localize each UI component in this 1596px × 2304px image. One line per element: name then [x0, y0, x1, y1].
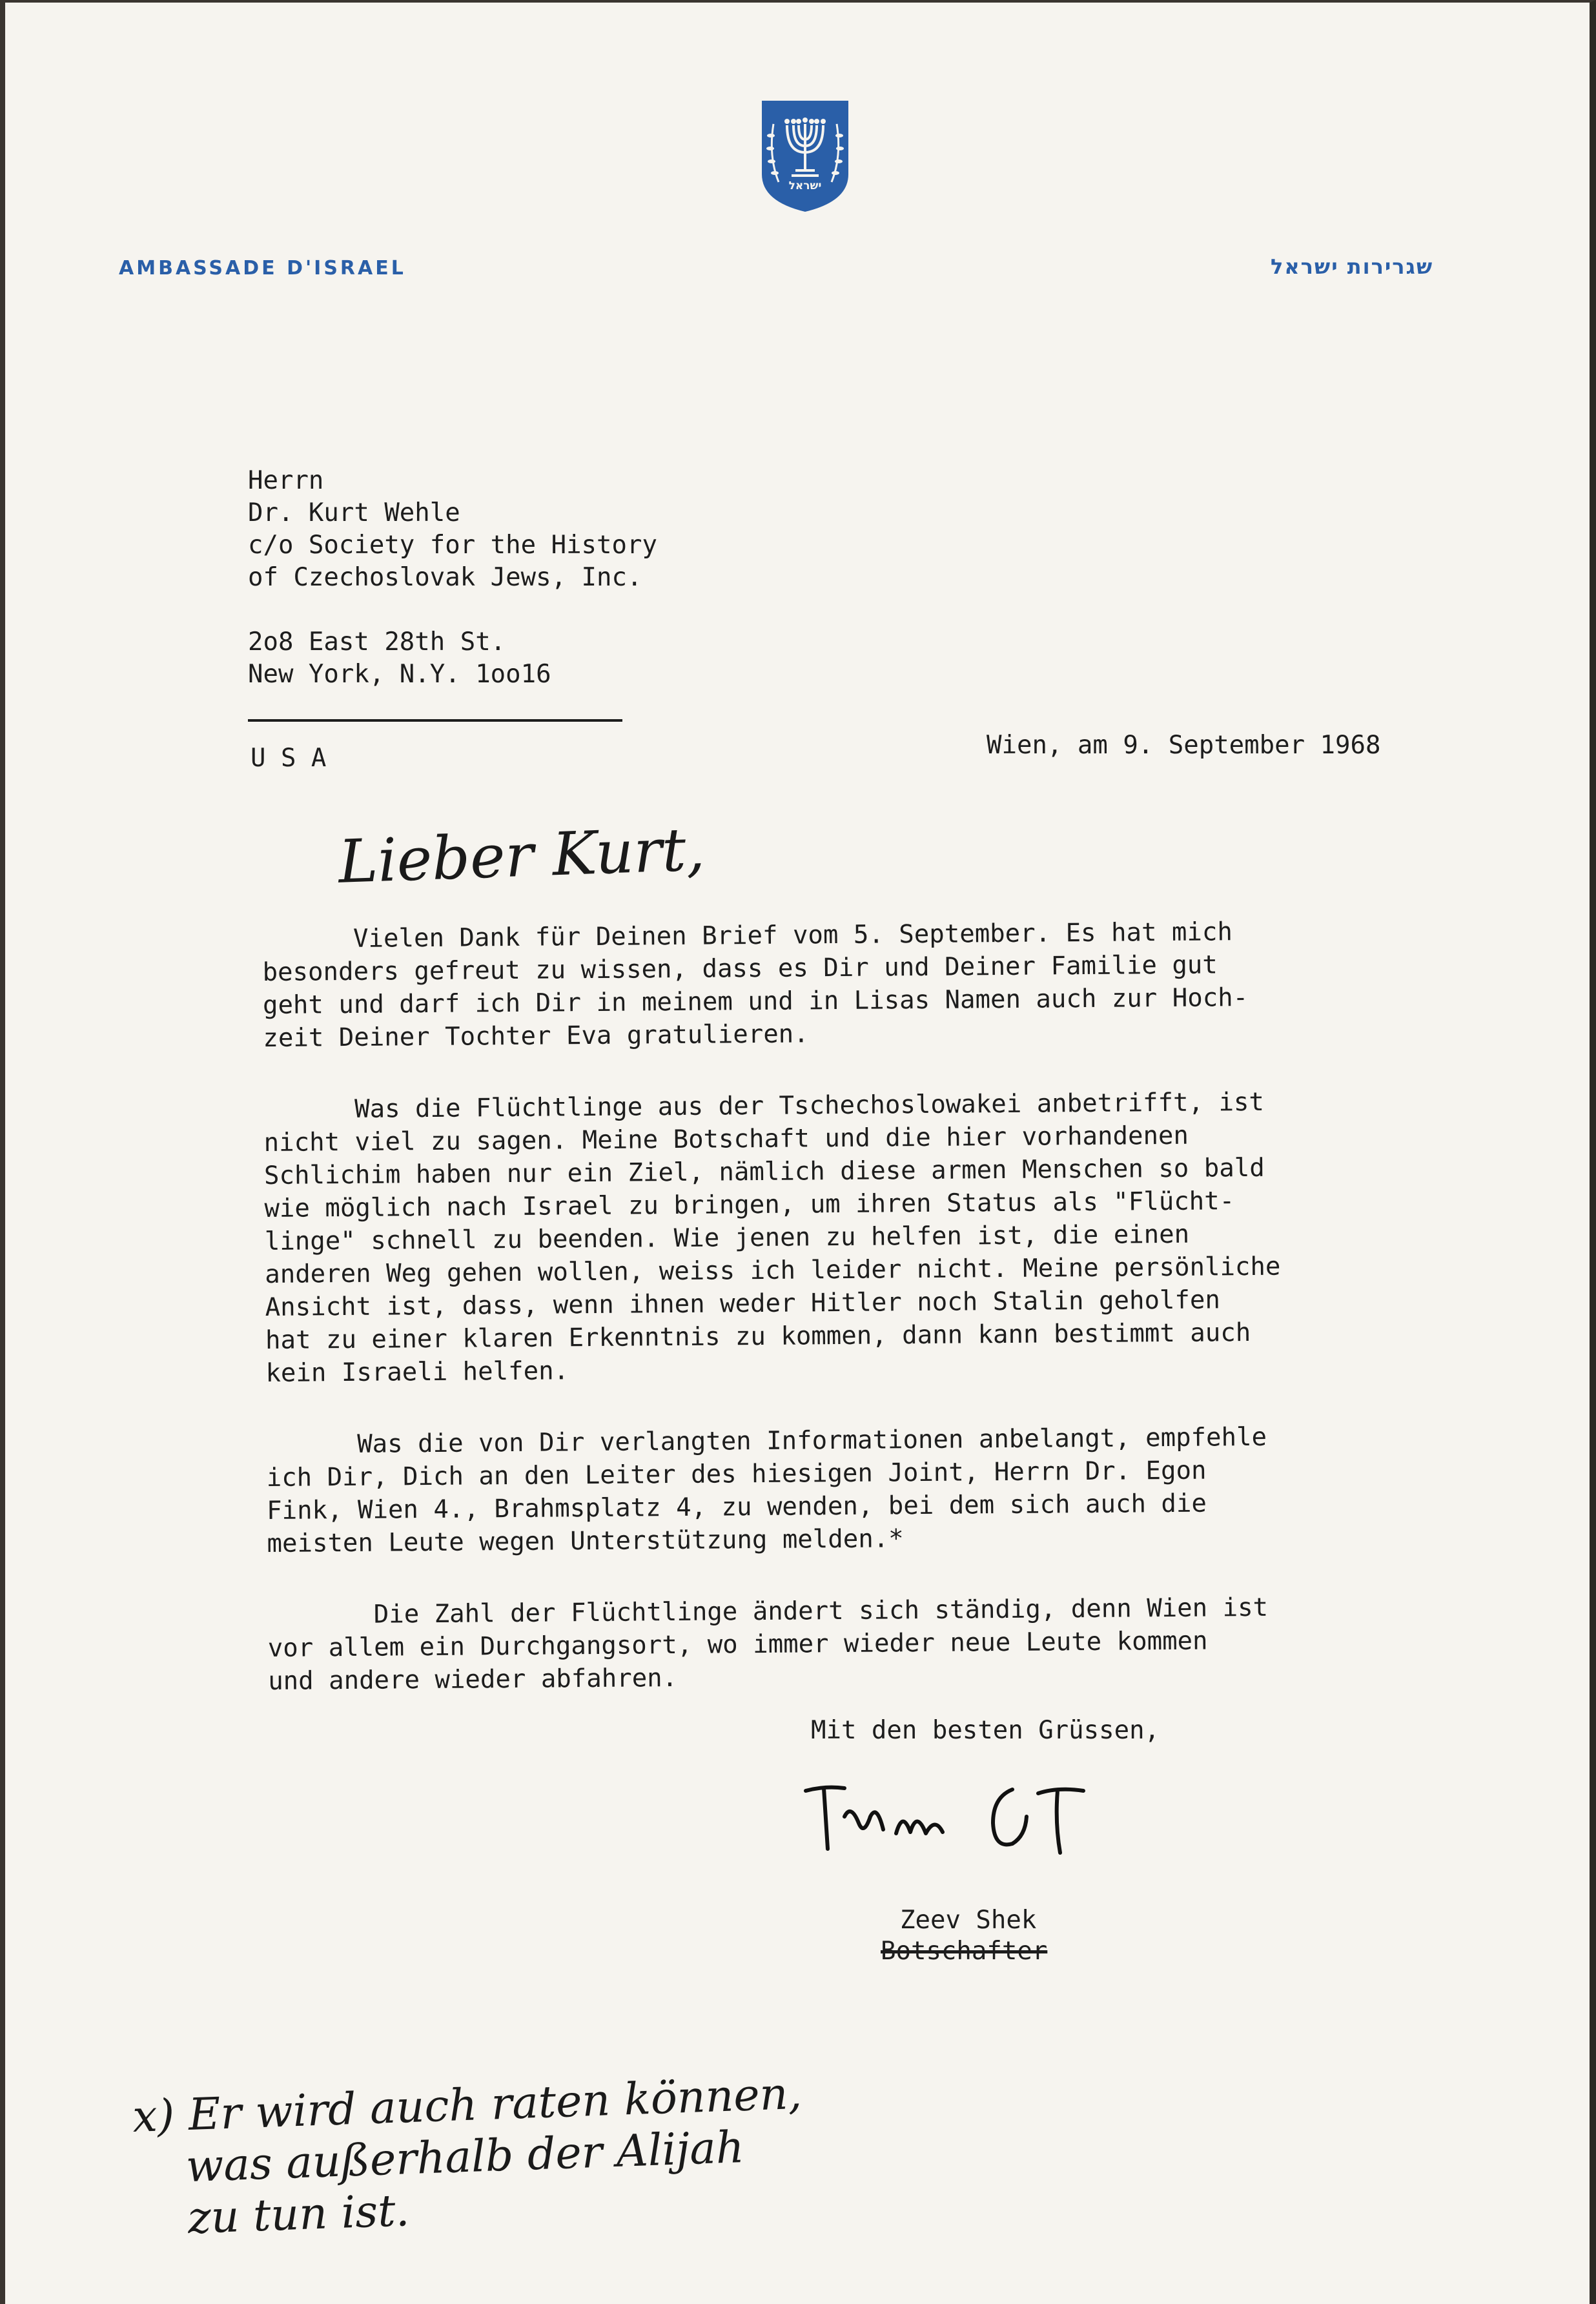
- body-line: Ansicht ist, dass, wenn ihnen weder Hitler noch Stalin geholfen: [265, 1285, 1221, 1322]
- sender-name: Zeev Shek: [900, 1906, 1037, 1935]
- body-line: anderen Weg gehen wollen, weiss ich leider nicht. Meine persönliche: [265, 1252, 1281, 1289]
- body-line: hat zu einer klaren Erkenntnis zu kommen, dann kann bestimmt auch: [265, 1318, 1251, 1355]
- body-line: Was die von Dir verlangten Informationen anbelangt, empfehle: [266, 1422, 1267, 1460]
- address-city: New York, N.Y. 1oo16: [248, 660, 551, 689]
- address-line: of Czechoslovak Jews, Inc.: [248, 563, 642, 592]
- footnote-line: x) Er wird auch raten können,: [132, 2068, 803, 2143]
- body-line: meisten Leute wegen Unterstützung melden.*: [267, 1524, 904, 1558]
- footnote-line: zu tun ist.: [187, 2185, 411, 2245]
- recipient-address: [248, 465, 657, 691]
- paragraph-4: [267, 1591, 1284, 1698]
- address-street: 2o8 East 28th St.: [248, 627, 506, 657]
- address-line: c/o Society for the History: [248, 531, 657, 560]
- address-line: Dr. Kurt Wehle: [248, 498, 460, 527]
- letter-body: [262, 915, 1284, 1698]
- letterhead-right: שגרירות ישראל: [1271, 254, 1434, 279]
- signature-scribble-icon: [799, 1771, 1096, 1875]
- body-line: Fink, Wien 4., Brahmsplatz 4, zu wenden, bei dem sich auch die: [266, 1489, 1207, 1525]
- address-rule: [248, 719, 622, 722]
- letterhead-left: AMBASSADE D'ISRAEL: [119, 257, 406, 280]
- body-line: geht und darf ich Dir in meinem und in Lisas Namen auch zur Hoch-: [262, 983, 1249, 1020]
- menorah-emblem: [759, 98, 851, 214]
- paragraph-3: [266, 1421, 1283, 1560]
- body-line: wie möglich nach Israel zu bringen, um ihren Status als "Flücht-: [264, 1187, 1235, 1223]
- body-line: linge" schnell zu beenden. Wie jenen zu helfen ist, die einen: [264, 1219, 1190, 1256]
- paragraph-2: [263, 1086, 1282, 1390]
- address-line: Herrn: [248, 466, 324, 495]
- handwritten-footnote: [132, 2068, 806, 2247]
- body-line: Schlichim haben nur ein Ziel, nämlich diese armen Menschen so bald: [263, 1153, 1265, 1190]
- body-line: Was die Flüchtlinge aus der Tschechoslowakei anbetrifft, ist: [263, 1087, 1265, 1125]
- body-line: ich Dir, Dich an den Leiter des hiesigen Joint, Herrn Dr. Egon: [266, 1456, 1207, 1493]
- body-line: zeit Deiner Tochter Eva gratulieren.: [263, 1019, 809, 1053]
- body-line: Die Zahl der Flüchtlinge ändert sich ständig, denn Wien ist: [267, 1593, 1269, 1630]
- address-country: U S A: [251, 744, 327, 773]
- body-line: und andere wieder abfahren.: [268, 1663, 678, 1696]
- paragraph-1: [262, 915, 1279, 1055]
- emblem-text: ישראל: [788, 179, 822, 192]
- sender-title-struck: Botschafter: [881, 1937, 1048, 1966]
- handwritten-signature: [799, 1771, 1096, 1875]
- body-line: besonders gefreut zu wissen, dass es Dir und Deiner Familie gut: [262, 950, 1218, 987]
- body-line: nicht viel zu sagen. Meine Botschaft und die hier vorhandenen: [263, 1121, 1189, 1157]
- emblem-shield-icon: [759, 98, 851, 214]
- body-line: vor allem ein Durchgangsort, wo immer wieder neue Leute kommen: [267, 1626, 1208, 1663]
- letter-date: Wien, am 9. September 1968: [987, 731, 1381, 760]
- letter-closing: Mit den besten Grüssen,: [811, 1716, 1160, 1745]
- body-line: Vielen Dank für Deinen Brief vom 5. September. Es hat mich: [262, 917, 1233, 954]
- handwritten-salutation: Lieber Kurt,: [337, 815, 706, 897]
- body-line: kein Israeli helfen.: [265, 1356, 569, 1388]
- footnote-line: was außerhalb der Alijah: [185, 2121, 745, 2193]
